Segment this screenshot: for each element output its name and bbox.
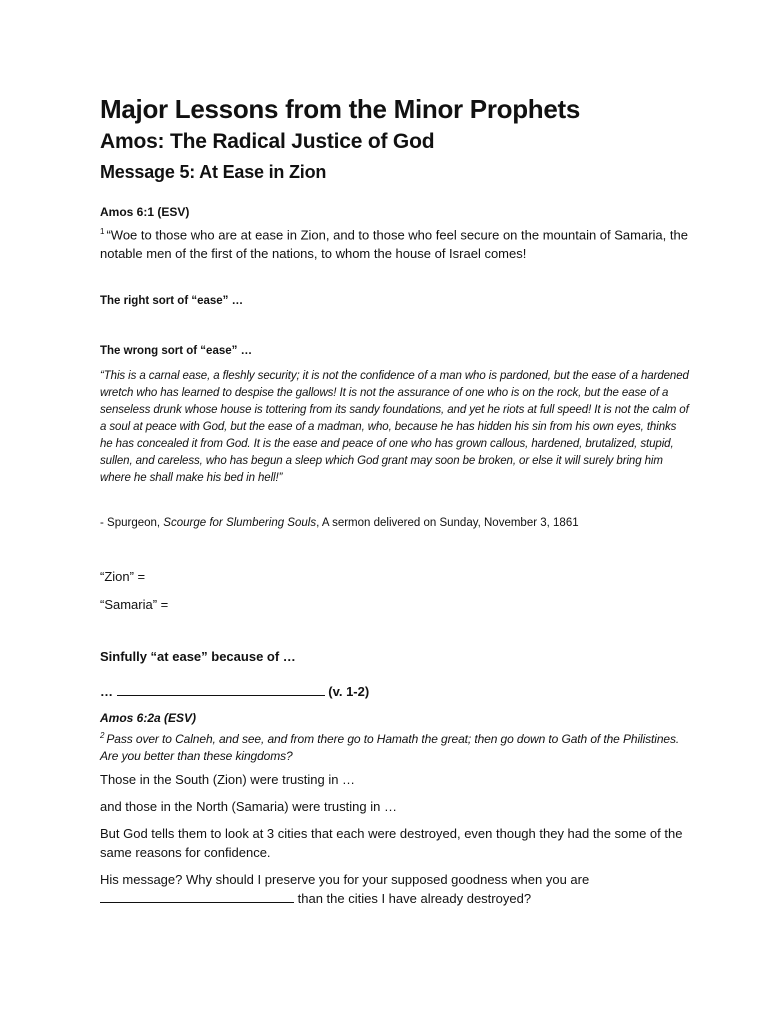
series-title: Major Lessons from the Minor Prophets: [100, 94, 581, 124]
wrong-sort-heading: The wrong sort of “ease” …: [100, 345, 253, 357]
passage2-text: Pass over to Calneh, and see, and from there go to Hamath the great; then go down to Gath of the Philistines. Are you better than these kingdoms?: [100, 732, 680, 763]
passage1-text: “Woe to those who are at ease in Zion, and to those who feel secure on the mountain of Samaria, the notable men of the first of the nations, to whom the house of Israel comes!: [100, 227, 688, 262]
verse-number: 2: [100, 731, 105, 740]
book-title: Amos: The Radical Justice of God: [100, 130, 435, 153]
message-question-end: than the cities I have already destroyed?: [297, 891, 532, 906]
message-blank: [100, 902, 294, 903]
sinfully-heading: Sinfully “at ease” because of …: [100, 649, 296, 664]
samaria-fill-in: “Samaria” =: [100, 597, 169, 612]
point1-ellipsis: …: [100, 684, 113, 699]
passage2-reference: Amos 6:2a (ESV): [100, 711, 197, 725]
god-tells-line: But God tells them to look at 3 cities that each were destroyed, even though they had the some of the same reasons for confidence.: [100, 826, 683, 860]
passage2-text-block: [100, 727, 690, 765]
verse-number: 1: [100, 227, 105, 236]
attribution-sermon-title: Scourge for Slumbering Souls: [163, 517, 317, 529]
spurgeon-quote: “This is a carnal ease, a fleshly security; it is not the confidence of a man who is pardoned, but the ease of a hardened wretch who has learned to despise the gallows! It is not the assurance of one who is on the rock, but the ease of a senseless drunk whose house is tottering from its sandy foundations, and yet he riots at full speed! It is not the calm of a soul at peace with God, but the ease of a madman, who, because he has hidden his sin from his own eyes, thinks he has concealed it from God. It is the ease and peace of one who has grown callous, hardened, brutalized, stupid, sullen, and careless, who has begun a sleep which God grant may soon be broken, or else it will surely bring him where he shall make his bed in hell!”: [100, 370, 689, 484]
point1-verses: (v. 1-2): [328, 684, 370, 699]
north-line: and those in the North (Samaria) were trusting in …: [100, 799, 397, 814]
right-sort-heading: The right sort of “ease” …: [100, 295, 244, 307]
message-question: [100, 870, 690, 908]
passage1-reference: Amos 6:1 (ESV): [100, 205, 190, 219]
message-title: Message 5: At Ease in Zion: [100, 162, 327, 182]
point1-blank: [117, 695, 325, 696]
point1-line: [100, 684, 690, 699]
south-line: Those in the South (Zion) were trusting in …: [100, 772, 356, 787]
quote-attribution: [100, 515, 690, 531]
attribution-author: - Spurgeon,: [100, 517, 164, 529]
zion-fill-in: “Zion” =: [100, 569, 146, 584]
passage1-text-block: [100, 222, 690, 263]
attribution-detail: , A sermon delivered on Sunday, November 3, 1861: [316, 517, 579, 529]
message-question-text: His message? Why should I preserve you for your supposed goodness when you are: [100, 872, 590, 887]
